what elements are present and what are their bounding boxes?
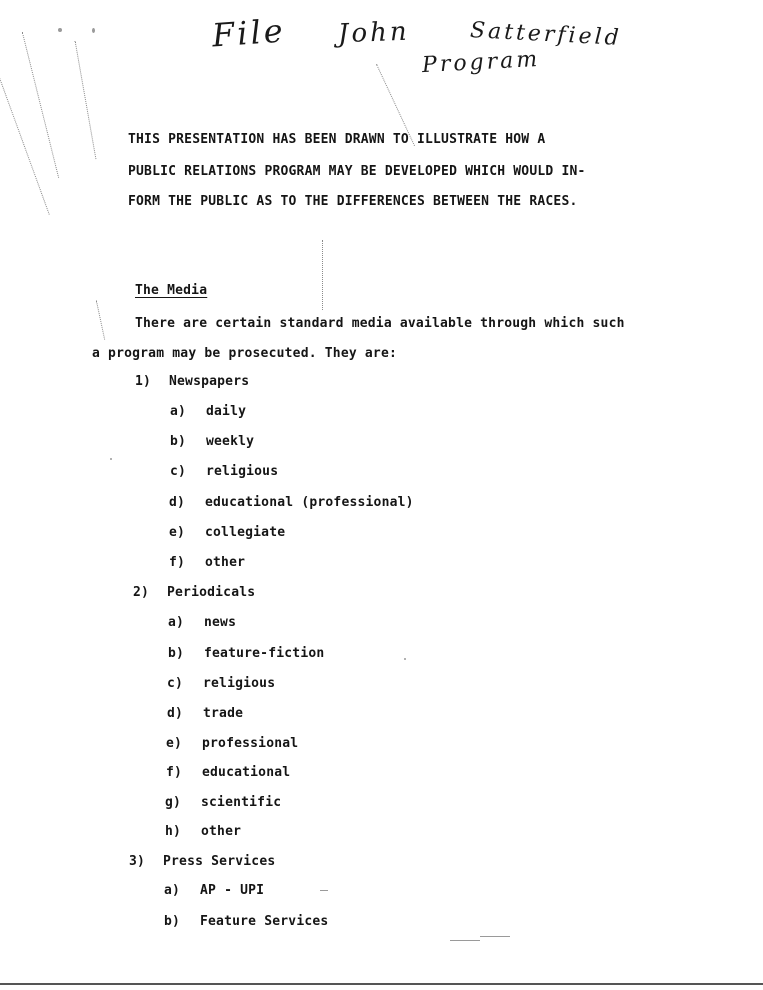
list-item: [166, 736, 298, 751]
item-letter: b): [170, 434, 187, 449]
item-letter: d): [167, 706, 184, 721]
scan-smudge: [96, 300, 105, 339]
list-item: [164, 914, 328, 929]
item-text: news: [204, 615, 237, 630]
item-letter: f): [169, 555, 186, 570]
item-letter: e): [166, 736, 183, 751]
scan-smudge: [75, 41, 97, 159]
group-number: 3): [129, 854, 146, 869]
scan-smudge: [322, 240, 323, 310]
item-text: religious: [203, 676, 276, 691]
intro-line-2: PUBLIC RELATIONS PROGRAM MAY BE DEVELOPED WHICH WOULD IN-: [128, 164, 586, 179]
scan-speck: [480, 936, 510, 937]
list-item: [169, 495, 414, 510]
list-group-heading: [133, 585, 255, 600]
item-text: feature-fiction: [204, 646, 325, 661]
item-text: weekly: [206, 434, 255, 449]
list-item: [170, 434, 254, 449]
scan-speck: [450, 940, 480, 941]
scan-speck: [58, 28, 62, 32]
list-group-heading: [135, 374, 249, 389]
handwritten-note-surname: Satterfield: [469, 18, 623, 51]
group-label: Periodicals: [167, 585, 256, 600]
list-item: [165, 824, 241, 839]
scan-speck: [92, 28, 95, 33]
item-letter: c): [167, 676, 184, 691]
item-text: daily: [206, 404, 247, 419]
group-number: 1): [135, 374, 152, 389]
intro-line-3: FORM THE PUBLIC AS TO THE DIFFERENCES BETWEEN THE RACES.: [128, 194, 578, 209]
handwritten-note-name: John: [337, 16, 411, 50]
scan-speck: [110, 458, 112, 460]
scan-speck: [320, 890, 328, 891]
list-item: [168, 646, 324, 661]
item-letter: d): [169, 495, 186, 510]
item-letter: a): [168, 615, 185, 630]
item-letter: a): [170, 404, 187, 419]
group-label: Press Services: [163, 854, 276, 869]
section-paragraph-line-1: There are certain standard media available through which such: [135, 316, 625, 331]
item-text: religious: [206, 464, 279, 479]
list-item: [168, 615, 236, 630]
list-item: [169, 555, 245, 570]
item-letter: a): [164, 883, 181, 898]
bottom-scan-edge: [0, 983, 763, 985]
item-text: Feature Services: [200, 914, 329, 929]
list-item: [170, 404, 246, 419]
handwritten-note-file: File: [210, 11, 287, 55]
item-letter: e): [169, 525, 186, 540]
item-text: educational (professional): [205, 495, 414, 510]
section-heading: The Media: [135, 283, 208, 298]
list-item: [169, 525, 285, 540]
list-item: [167, 706, 243, 721]
item-text: scientific: [201, 795, 282, 810]
item-text: collegiate: [205, 525, 286, 540]
item-text: trade: [203, 706, 244, 721]
group-label: Newspapers: [169, 374, 250, 389]
section-paragraph-line-2: a program may be prosecuted. They are:: [92, 346, 398, 361]
list-item: [164, 883, 264, 898]
item-text: other: [205, 555, 246, 570]
scan-speck: [404, 658, 406, 660]
group-number: 2): [133, 585, 150, 600]
item-text: AP - UPI: [200, 883, 265, 898]
item-text: educational: [202, 765, 291, 780]
item-letter: b): [168, 646, 185, 661]
item-text: professional: [202, 736, 299, 751]
list-item: [165, 795, 281, 810]
list-item: [170, 464, 278, 479]
intro-line-1: THIS PRESENTATION HAS BEEN DRAWN TO ILLUSTRATE HOW A: [128, 132, 546, 147]
item-text: other: [201, 824, 242, 839]
item-letter: f): [166, 765, 183, 780]
item-letter: h): [165, 824, 182, 839]
item-letter: c): [170, 464, 187, 479]
list-item: [166, 765, 290, 780]
scan-smudge: [0, 45, 50, 214]
list-group-heading: [129, 854, 275, 869]
handwritten-note-program: Program: [421, 46, 541, 79]
list-item: [167, 676, 275, 691]
item-letter: g): [165, 795, 182, 810]
item-letter: b): [164, 914, 181, 929]
